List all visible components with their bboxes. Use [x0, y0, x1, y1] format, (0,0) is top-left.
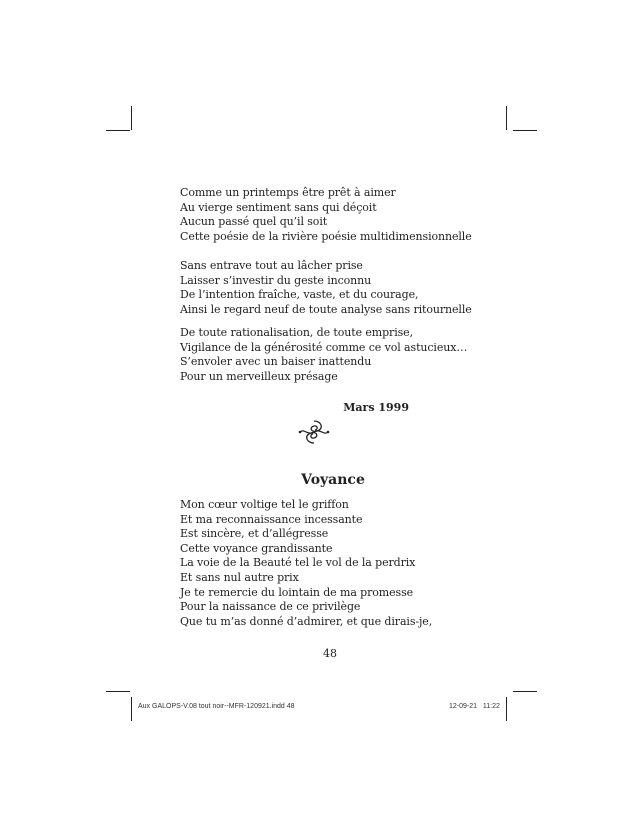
poem-line: Au vierge sentiment sans qui déçoit	[180, 200, 377, 214]
poem-line: Cette poésie de la rivière poésie multidimensionnelle	[180, 229, 472, 243]
poem-line: Laisser s’investir du geste inconnu	[180, 273, 372, 287]
crop-mark	[506, 106, 507, 130]
poem-line: De l’intention fraîche, vaste, et du courage,	[180, 288, 419, 302]
fleuron-ornament-icon	[296, 418, 332, 446]
slug-time-value: 11:22	[482, 703, 500, 710]
poem-line: Mon cœur voltige tel le griffon	[180, 498, 349, 511]
crop-mark	[506, 697, 507, 721]
poem-date: Mars 1999	[343, 401, 409, 414]
slug-date-value: 12-09-21	[449, 703, 478, 710]
crop-mark	[131, 697, 132, 721]
poem-line: Et ma reconnaissance incessante	[180, 512, 363, 526]
stanza-poem-2	[180, 498, 480, 629]
poem-line: De toute rationalisation, de toute emprise,	[180, 326, 413, 339]
poem-line: S’envoler avec un baiser inattendu	[180, 355, 372, 369]
stanza-3	[180, 326, 480, 384]
poem-line: Cette voyance grandissante	[180, 541, 333, 555]
stanza-1	[180, 186, 480, 244]
poem-line: Pour un merveilleux présage	[180, 369, 338, 383]
poem-line: Est sincère, et d’allégresse	[180, 527, 329, 541]
poem-title: Voyance	[301, 472, 365, 488]
poem-line: Pour la naissance de ce privilège	[180, 600, 361, 614]
crop-mark	[106, 691, 130, 692]
poem-line: Je te remercie du lointain de ma promesse	[180, 585, 414, 599]
poem-line: Comme un printemps être prêt à aimer	[180, 186, 396, 199]
poem-line: Vigilance de la générosité comme ce vol astucieux…	[180, 340, 468, 354]
crop-mark	[513, 691, 537, 692]
crop-mark	[106, 130, 130, 131]
poem-line: Que tu m’as donné d’admirer, et que dirais-je,	[180, 614, 433, 628]
poem-line: Ainsi le regard neuf de toute analyse sans ritournelle	[180, 302, 472, 316]
stanza-2	[180, 259, 480, 317]
poem-line: La voie de la Beauté tel le vol de la perdrix	[180, 556, 416, 570]
slug-date	[449, 703, 500, 710]
crop-mark	[513, 130, 537, 131]
poem-line: Sans entrave tout au lâcher prise	[180, 259, 363, 272]
slug-file: Aux GALOPS-V.08 tout noir--MFR-120921.indd 48	[138, 703, 295, 710]
crop-mark	[131, 106, 132, 130]
poem-line: Et sans nul autre prix	[180, 570, 299, 584]
page-number: 48	[323, 647, 337, 660]
poem-line: Aucun passé quel qu’il soit	[180, 215, 328, 229]
